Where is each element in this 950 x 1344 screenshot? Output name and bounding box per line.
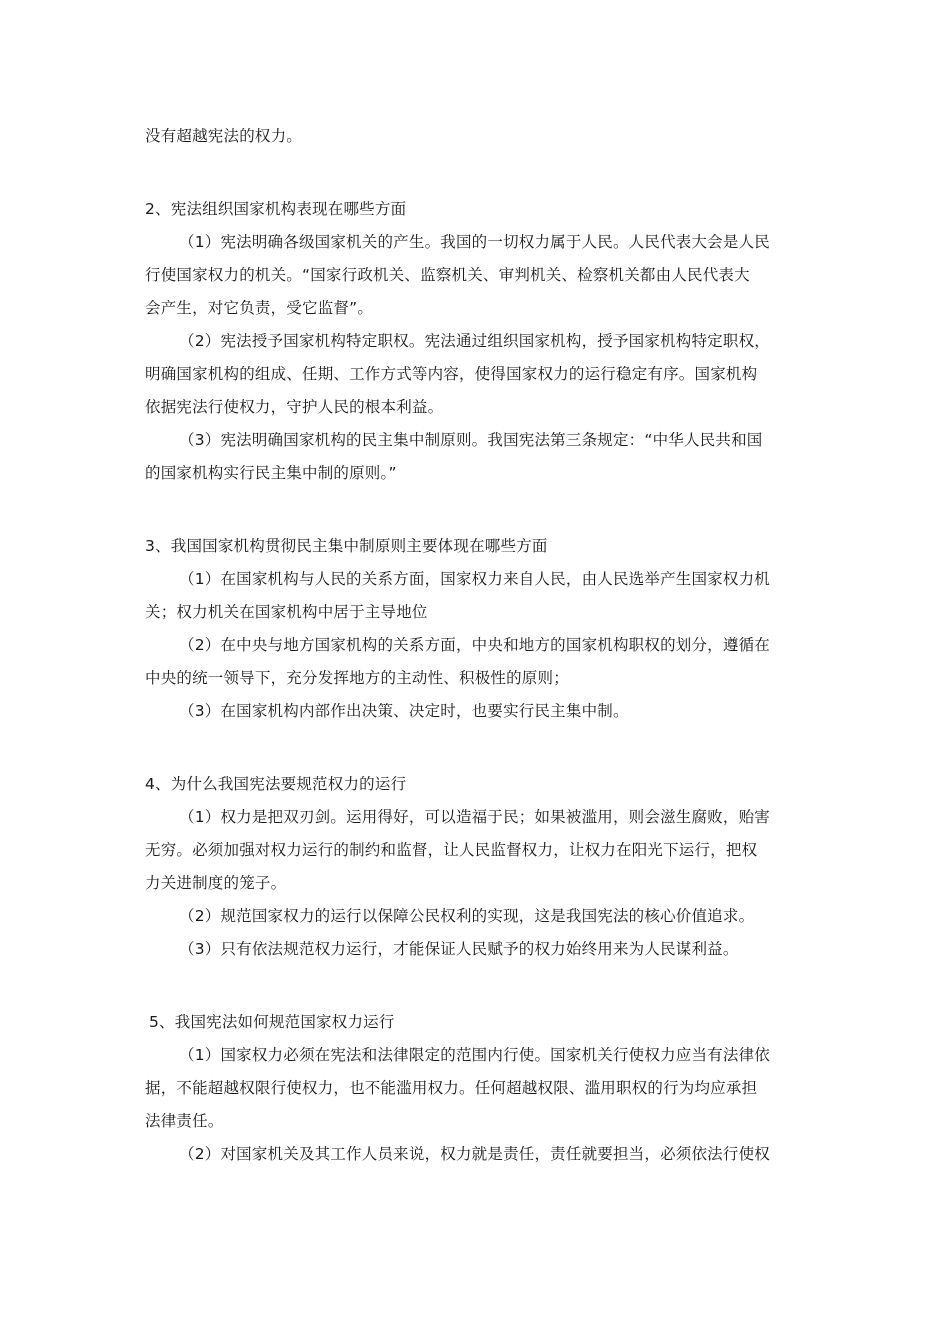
section-4-line: （2）规范国家权力的运行以保障公民权利的实现，这是我国宪法的核心价值追求。	[179, 907, 755, 925]
section-4-heading: 4、为什么我国宪法要规范权力的运行	[145, 775, 407, 793]
section-4-line: （1）权力是把双刃剑。运用得好，可以造福于民；如果被滥用，则会滋生腐败，贻害	[179, 808, 770, 826]
section-2-line: 明确国家机构的组成、任期、工作方式等内容，使得国家权力的运行稳定有序。国家机构	[145, 365, 758, 383]
section-2-line: （3）宪法明确国家机构的民主集中制原则。我国宪法第三条规定：“中华人民共和国	[179, 431, 763, 449]
section-gap	[145, 153, 807, 193]
section-5-line: （1）国家权力必须在宪法和法律限定的范围内行使。国家机关行使权力应当有法律依	[179, 1046, 770, 1064]
section-2-line: 的国家机构实行民主集中制的原则。”	[145, 464, 397, 482]
intro-tail-line: 没有超越宪法的权力。	[145, 127, 303, 145]
section-3-line: （1）在国家机构与人民的关系方面，国家权力来自人民，由人民选举产生国家权力机	[179, 570, 770, 588]
section-2-line: 依据宪法行使权力，守护人民的根本利益。	[145, 398, 444, 416]
section-4-line: 无穷。必须加强对权力运行的制约和监督，让人民监督权力，让权力在阳光下运行，把权	[145, 841, 758, 859]
section-3-line: 中央的统一领导下，充分发挥地方的主动性、积极性的原则；	[145, 669, 569, 687]
section-5-line: 据，不能超越权限行使权力，也不能滥用权力。任何超越权限、滥用职权的行为均应承担	[145, 1079, 758, 1097]
section-5-line: （2）对国家机关及其工作人员来说，权力就是责任，责任就要担当，必须依法行使权	[179, 1145, 770, 1163]
section-3-line: 关；权力机关在国家机构中居于主导地位	[145, 603, 428, 621]
section-gap	[145, 490, 807, 530]
section-3-line: （2）在中央与地方国家机构的关系方面，中央和地方的国家机构职权的划分，遵循在	[179, 636, 770, 654]
section-5-heading: 5、我国宪法如何规范国家权力运行	[149, 1013, 395, 1031]
section-5-line: 法律责任。	[145, 1112, 224, 1130]
section-3-line: （3）在国家机构内部作出决策、决定时，也要实行民主集中制。	[179, 702, 629, 720]
section-gap	[145, 966, 807, 1006]
section-2-line: 行使国家权力的机关。“国家行政机关、监察机关、审判机关、检察机关都由人民代表大	[145, 266, 750, 284]
section-4-line: （3）只有依法规范权力运行，才能保证人民赋予的权力始终用来为人民谋利益。	[179, 940, 739, 958]
section-3-heading: 3、我国国家机构贯彻民主集中制原则主要体现在哪些方面	[145, 537, 548, 555]
section-2-line: （2）宪法授予国家机构特定职权。宪法通过组织国家机构，授予国家机构特定职权，	[179, 332, 770, 350]
section-2-line: 会产生，对它负责，受它监督”。	[145, 299, 374, 317]
section-gap	[145, 728, 807, 768]
document-body	[145, 120, 807, 1171]
section-2-heading: 2、宪法组织国家机构表现在哪些方面	[145, 200, 407, 218]
section-4-line: 力关进制度的笼子。	[145, 874, 287, 892]
section-2-line: （1）宪法明确各级国家机关的产生。我国的一切权力属于人民。人民代表大会是人民	[179, 233, 770, 251]
